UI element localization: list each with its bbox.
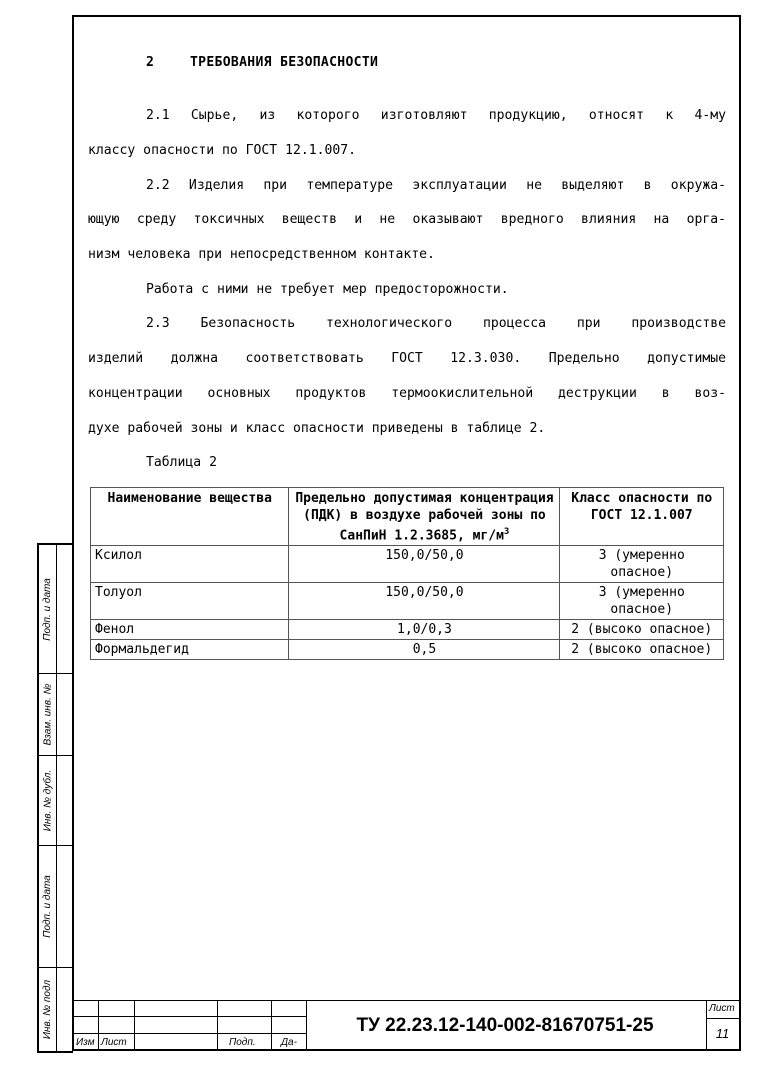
paragraph-line: 2.1 Сырье, из которого изготовляют продукцию, относят к 4-му [146, 108, 726, 123]
side-label-sign-date-2: Подп. и дата [42, 874, 54, 938]
document-code: ТУ 22.23.12-140-002-81670751-25 [356, 1015, 654, 1036]
section-number: 2 [146, 55, 155, 70]
stamp-col-izm: Изм [76, 1037, 95, 1048]
paragraph-line: концентрации основных продуктов термоокислительной деструкции в воз- [88, 386, 726, 401]
paragraph-line: 2.3 Безопасность технологического процесса при производстве [146, 316, 726, 331]
side-label-dup-inv: Инв. № дубл. [42, 769, 53, 831]
data-table [90, 487, 724, 660]
cell-substance: Толуол [91, 583, 289, 620]
stamp-col-data: Да- [281, 1037, 297, 1048]
cell-substance: Фенол [91, 620, 289, 640]
cell-hazard-class: 3 (умеренно опасное) [560, 583, 724, 620]
stamp-sheet-rule [706, 1018, 739, 1019]
header-pdk-text: Предельно допустимая концентрация (ПДК) в воздухе рабочей зоны по СанПиН 1.2.3685, мг/м [295, 491, 554, 544]
stamp-col-rule [98, 1000, 99, 1049]
side-label-replaced-inv: Взам. инв. № [42, 683, 54, 745]
table-caption: Таблица 2 [146, 455, 217, 470]
table-row [91, 620, 724, 640]
cell-pdk: 1,0/0,3 [289, 620, 560, 640]
side-label-orig-inv: Инв. № подл [42, 979, 53, 1039]
section-heading [146, 55, 378, 70]
title-block [74, 1000, 739, 1049]
paragraph-line: низм человека при непосредственном контакте. [88, 247, 435, 262]
table-row [91, 583, 724, 620]
stamp-col-rule [134, 1000, 135, 1049]
section-title: ТРЕБОВАНИЯ БЕЗОПАСНОСТИ [190, 55, 379, 70]
side-stamp-strip [37, 543, 73, 1053]
cell-hazard-class: 2 (высоко опасное) [560, 640, 724, 660]
sheet-number: 11 [715, 1026, 730, 1041]
cell-pdk: 0,5 [289, 640, 560, 660]
paragraph-line: 2.2 Изделия при температуре эксплуатации не выделяют в окружа- [146, 178, 726, 193]
stamp-col-podp: Подп. [229, 1037, 256, 1048]
stamp-col-rule [217, 1000, 218, 1049]
table-row [91, 640, 724, 660]
cell-pdk: 150,0/50,0 [289, 583, 560, 620]
table-header-row [91, 488, 724, 546]
paragraph-line: ющую среду токсичных веществ и не оказывают вредного влияния на орга- [88, 212, 726, 227]
side-divider [56, 545, 57, 1051]
cell-substance: Формальдегид [91, 640, 289, 660]
cell-substance: Ксилол [91, 546, 289, 583]
paragraph-line: духе рабочей зоны и класс опасности приведены в таблице 2. [88, 421, 546, 436]
stamp-sheet-label: Лист [709, 1003, 735, 1014]
header-substance: Наименование вещества [91, 488, 289, 546]
cell-hazard-class: 2 (высоко опасное) [560, 620, 724, 640]
stamp-col-rule [271, 1000, 272, 1049]
table-row [91, 546, 724, 583]
stamp-col-rule [706, 1000, 707, 1049]
paragraph-line: Работа с ними не требует мер предосторожности. [146, 282, 509, 297]
header-pdk-sup: 3 [503, 527, 510, 537]
cell-hazard-class: 3 (умеренно опасное) [560, 546, 724, 583]
stamp-col-rule [306, 1000, 307, 1049]
stamp-col-list: Лист [101, 1037, 127, 1048]
paragraph-line: изделий должна соответствовать ГОСТ 12.3.030. Предельно допустимые [88, 351, 726, 366]
cell-pdk: 150,0/50,0 [289, 546, 560, 583]
header-hazard-class: Класс опасности по ГОСТ 12.1.007 [560, 488, 724, 546]
header-pdk [289, 488, 560, 546]
paragraph-line: классу опасности по ГОСТ 12.1.007. [88, 143, 357, 158]
stamp-top-rule [74, 1000, 739, 1001]
side-label-sign-date-1: Подп. и дата [42, 577, 54, 641]
